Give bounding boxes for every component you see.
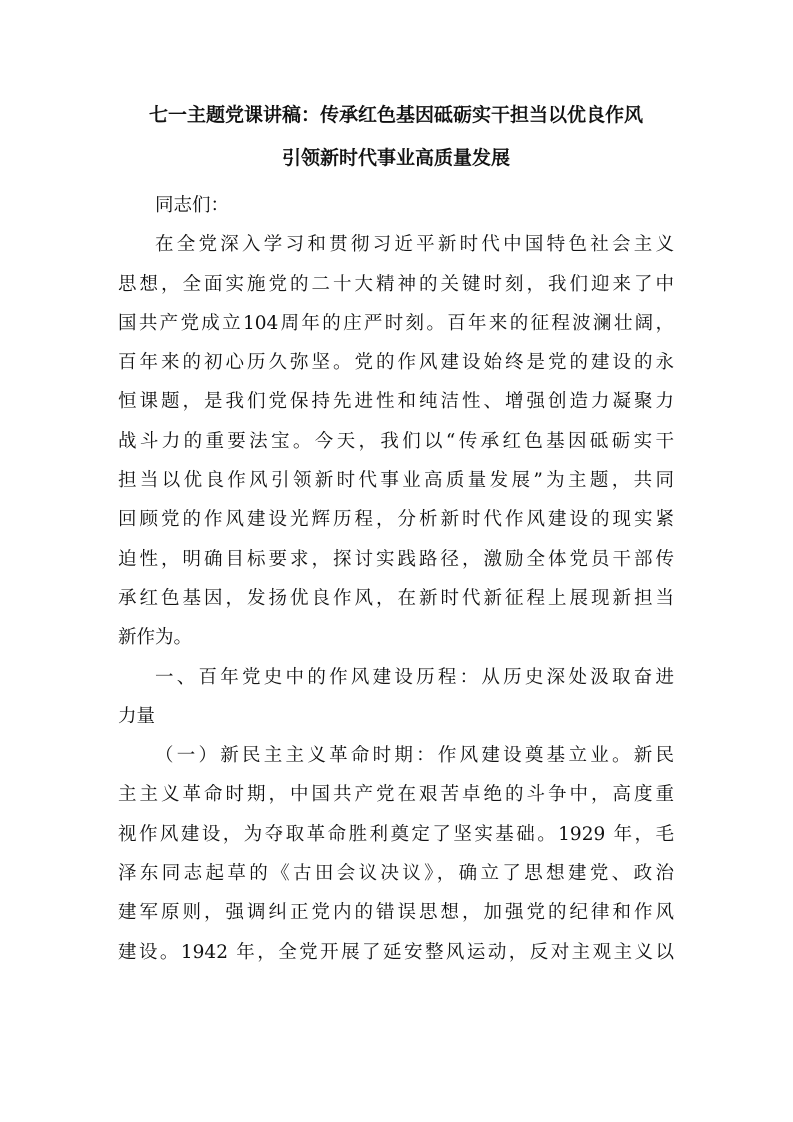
intro-paragraph [118,225,674,657]
document-title-line-1: 七一主题党课讲稿：传承红色基因砥砺实干担当以优良作风 [148,104,643,126]
paragraph-line: 思想，全面实施党的二十大精神的关键时刻，我们迎来了中 [118,273,674,295]
paragraph-line: 迫性，明确目标要求，探讨实践路径，激励全体党员干部传 [118,548,674,570]
paragraph-line: 在全党深入学习和贯彻习近平新时代中国特色社会主义 [155,234,674,256]
heading-line: 一、百年党史中的作风建设历程：从历史深处汲取奋进 [155,666,674,688]
paragraph-line: 百年来的初心历久弥坚。党的作风建设始终是党的建设的永 [118,352,674,374]
paragraph-line: 建设。1942 年，全党开展了延安整风运动，反对主观主义以 [118,941,674,963]
paragraph-line: 战斗力的重要法宝。今天，我们以“传承红色基因砥砺实干 [118,430,674,452]
paragraph-line: 泽东同志起草的《古田会议决议》，确立了思想建党、政治 [118,863,674,885]
paragraph-line: 国共产党成立104周年的庄严时刻。百年来的征程波澜壮阔， [118,312,674,334]
paragraph-line: （一）新民主主义革命时期：作风建设奠基立业。新民 [155,745,674,767]
section-1-paragraph [118,736,674,972]
paragraph-line: 新作为。 [118,627,193,649]
document-title-line-2: 引领新时代事业高质量发展 [281,147,510,169]
paragraph-line: 主主义革命时期，中国共产党在艰苦卓绝的斗争中，高度重 [118,784,674,806]
salutation: 同志们： [155,195,230,216]
paragraph-line: 恒课题，是我们党保持先进性和纯洁性、增强创造力凝聚力 [118,391,674,413]
section-1-heading [118,658,674,737]
document-body [118,186,674,972]
heading-line: 力量 [118,705,156,727]
paragraph-line: 回顾党的作风建设光辉历程，分析新时代作风建设的现实紧 [118,509,674,531]
paragraph-line: 担当以优良作风引领新时代事业高质量发展”为主题，共同 [118,470,674,492]
paragraph-line: 承红色基因，发扬优良作风，在新时代新征程上展现新担当 [118,587,674,609]
paragraph-line: 视作风建设，为夺取革命胜利奠定了坚实基础。1929 年，毛 [118,823,674,845]
paragraph-line: 建军原则，强调纠正党内的错误思想，加强党的纪律和作风 [118,902,674,924]
